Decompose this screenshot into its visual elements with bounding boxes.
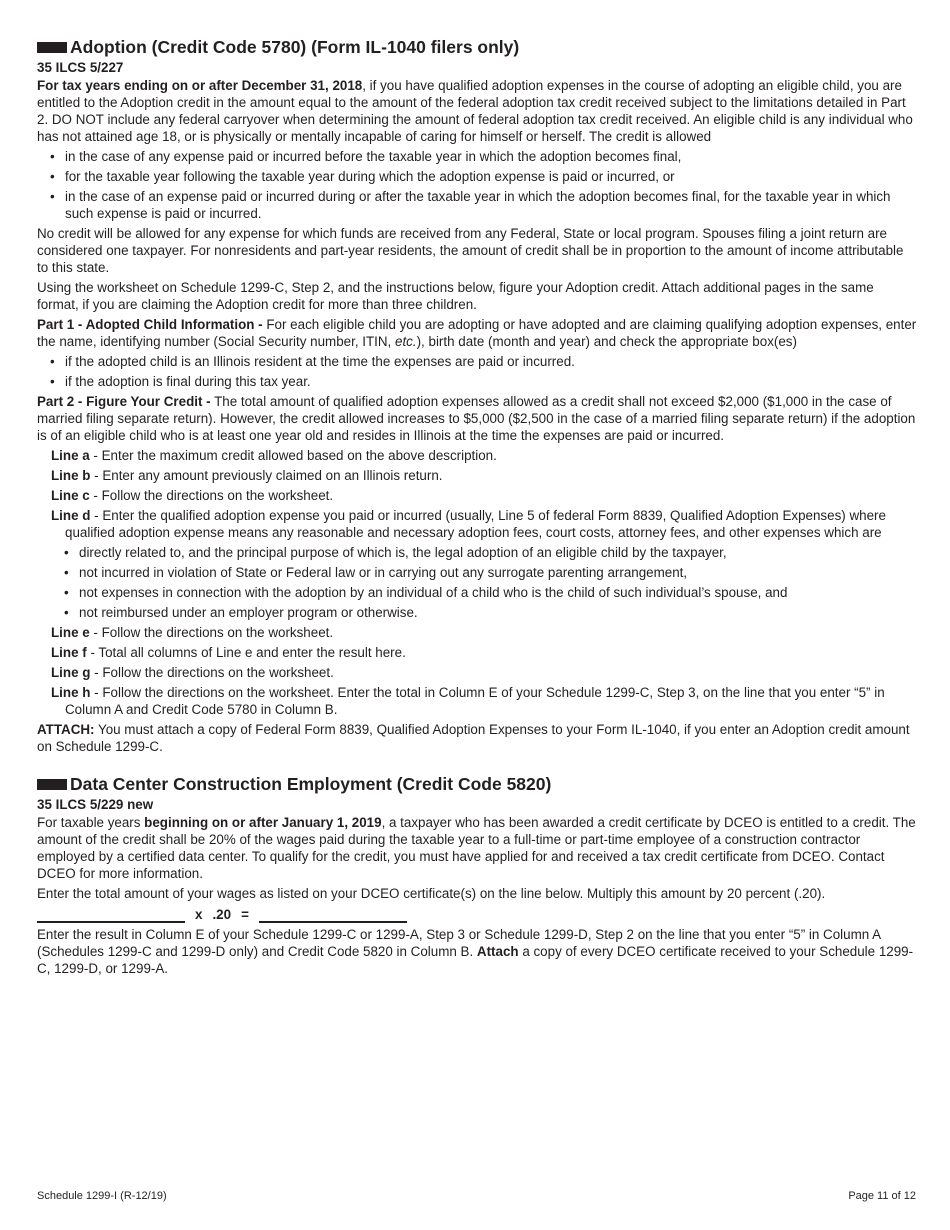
line-d-instruction: Line d - Enter the qualified adoption expense you paid or incurred (usually, Line 5 of federal Form 8839, Qualified Adoption Expenses) where qualified adoption expense means any reasonable and necessary adoption fees, court costs, attorney fees, and other expenses which are bbox=[51, 508, 886, 540]
list-item: • in the case of an expense paid or incurred during or after the taxable year in which the adoption becomes final, for the taxable year in which such expense is paid or incurred. bbox=[37, 188, 917, 222]
list-item: • not expenses in connection with the adoption by an individual of a child who is the child of such individual’s spouse, and bbox=[51, 584, 917, 601]
line-e-instruction: Line e - Follow the directions on the worksheet. bbox=[51, 625, 334, 640]
line-a-instruction: Line a - Enter the maximum credit allowed based on the above description. bbox=[51, 448, 497, 463]
rate-value: .20 bbox=[212, 907, 232, 922]
no-credit-paragraph: No credit will be allowed for any expense for which funds are received from any Federal, State or local program. Spouses filing a joint return are considered one taxpayer. For nonresidents and part-year residents, the amount of credit shall be in proportion to the amount of income attributable to this state. bbox=[37, 226, 904, 275]
list-item: • if the adoption is final during this tax year. bbox=[37, 373, 917, 390]
part1-paragraph: Part 1 - Adopted Child Information - For each eligible child you are adopting or have adopted and are claiming qualifying adoption expenses, enter the name, identifying number (Social Security number, ITIN, etc.), birth date (month and year) and check the appropriate box(es) bbox=[37, 317, 917, 349]
list-item: • not incurred in violation of State or Federal law or in carrying out any surrogate parenting arrangement, bbox=[51, 564, 917, 581]
footer-page-number: Page 11 of 12 bbox=[848, 1190, 916, 1202]
heading-bar-icon bbox=[37, 779, 67, 790]
data-center-section bbox=[37, 773, 917, 977]
worksheet-paragraph: Using the worksheet on Schedule 1299-C, Step 2, and the instructions below, figure your Adoption credit. Attach additional pages in the same format, if you are claiming the Adoption credit for more than three children. bbox=[37, 280, 874, 312]
line-f-instruction: Line f - Total all columns of Line e and enter the result here. bbox=[51, 645, 406, 660]
heading-bar-icon bbox=[37, 42, 67, 53]
adoption-intro: For tax years ending on or after December 31, 2018, if you have qualified adoption expenses in the course of adopting an eligible child, you are entitled to the Adoption credit in the amount equal to the amount of the federal adoption tax credit received subject to the limitations detailed in Part 2. DO NOT include any federal carryover when determining the amount of federal adoption tax credit received. An eligible child is any individual who has not attained age 18, or is physically or mentally incapable of caring for himself or herself. The credit is allowed bbox=[37, 78, 913, 144]
line-h-instruction: Line h - Follow the directions on the worksheet. Enter the total in Column E of your Schedule 1299-C, Step 3, on the line that you enter “5” in Column A and Credit Code 5780 in Column B. bbox=[51, 685, 885, 717]
credit-allowed-list bbox=[37, 148, 917, 222]
statute-citation: 35 ILCS 5/227 bbox=[37, 60, 124, 75]
wages-amount-field[interactable] bbox=[37, 906, 185, 923]
line-c-instruction: Line c - Follow the directions on the worksheet. bbox=[51, 488, 334, 503]
data-center-intro: For taxable years beginning on or after January 1, 2019, a taxpayer who has been awarded a credit certificate by DCEO is entitled to a credit. The amount of the credit shall be 20% of the wages paid during the taxable year to a full-time or part-time employee of a construction contractor employed by a certified data center. To qualify for the credit, you must have applied for and received a tax credit certificate from DCEO. Contact DCEO for more information. bbox=[37, 815, 916, 881]
enter-wages-paragraph: Enter the total amount of your wages as listed on your DCEO certificate(s) on the line below. Multiply this amount by 20 percent (.20). bbox=[37, 886, 826, 901]
credit-result-field[interactable] bbox=[259, 906, 407, 923]
footer-form-id: Schedule 1299-I (R-12/19) bbox=[37, 1190, 167, 1202]
line-d-list bbox=[51, 544, 917, 621]
times-sign: x bbox=[195, 907, 203, 922]
list-item: • directly related to, and the principal purpose of which is, the legal adoption of an eligible child by the taxpayer, bbox=[51, 544, 917, 561]
equals-sign: = bbox=[241, 907, 249, 922]
result-paragraph: Enter the result in Column E of your Schedule 1299-C or 1299-A, Step 3 or Schedule 1299-D, Step 2 on the line that you enter “5” in Column A (Schedules 1299-C and 1299-D only) and Credit Code 5820 in Column B. Attach a copy of every DCEO certificate received to your Schedule 1299-C, 1299-D, or 1299-A. bbox=[37, 927, 914, 976]
section-heading-adoption: Adoption (Credit Code 5780) (Form IL-1040 filers only) bbox=[37, 36, 917, 58]
line-b-instruction: Line b - Enter any amount previously claimed on an Illinois return. bbox=[51, 468, 443, 483]
part2-paragraph: Part 2 - Figure Your Credit - The total amount of qualified adoption expenses allowed as a credit shall not exceed $2,000 ($1,000 in the case of married filing separate return). However, the credit allowed increases to $5,000 ($2,500 in the case of a married filing separate return) if the adoption is of an eligible child who is at least one year old and resides in Illinois at the time the expenses are paid or incurred. bbox=[37, 394, 916, 443]
attach-paragraph: ATTACH: You must attach a copy of Federal Form 8839, Qualified Adoption Expenses to your Form IL-1040, if you enter an Adoption credit amount on Schedule 1299-C. bbox=[37, 722, 910, 754]
list-item: • for the taxable year following the taxable year during which the adoption expense is paid or incurred, or bbox=[37, 168, 917, 185]
credit-calculation-line bbox=[37, 905, 917, 923]
part1-list bbox=[37, 353, 917, 390]
section-heading-data-center: Data Center Construction Employment (Credit Code 5820) bbox=[37, 773, 917, 795]
statute-citation: 35 ILCS 5/229 new bbox=[37, 797, 154, 812]
list-item: • if the adopted child is an Illinois resident at the time the expenses are paid or incurred. bbox=[37, 353, 917, 370]
list-item: • not reimbursed under an employer program or otherwise. bbox=[51, 604, 917, 621]
document-page bbox=[37, 36, 917, 980]
line-g-instruction: Line g - Follow the directions on the worksheet. bbox=[51, 665, 334, 680]
list-item: • in the case of any expense paid or incurred before the taxable year in which the adoption becomes final, bbox=[37, 148, 917, 165]
